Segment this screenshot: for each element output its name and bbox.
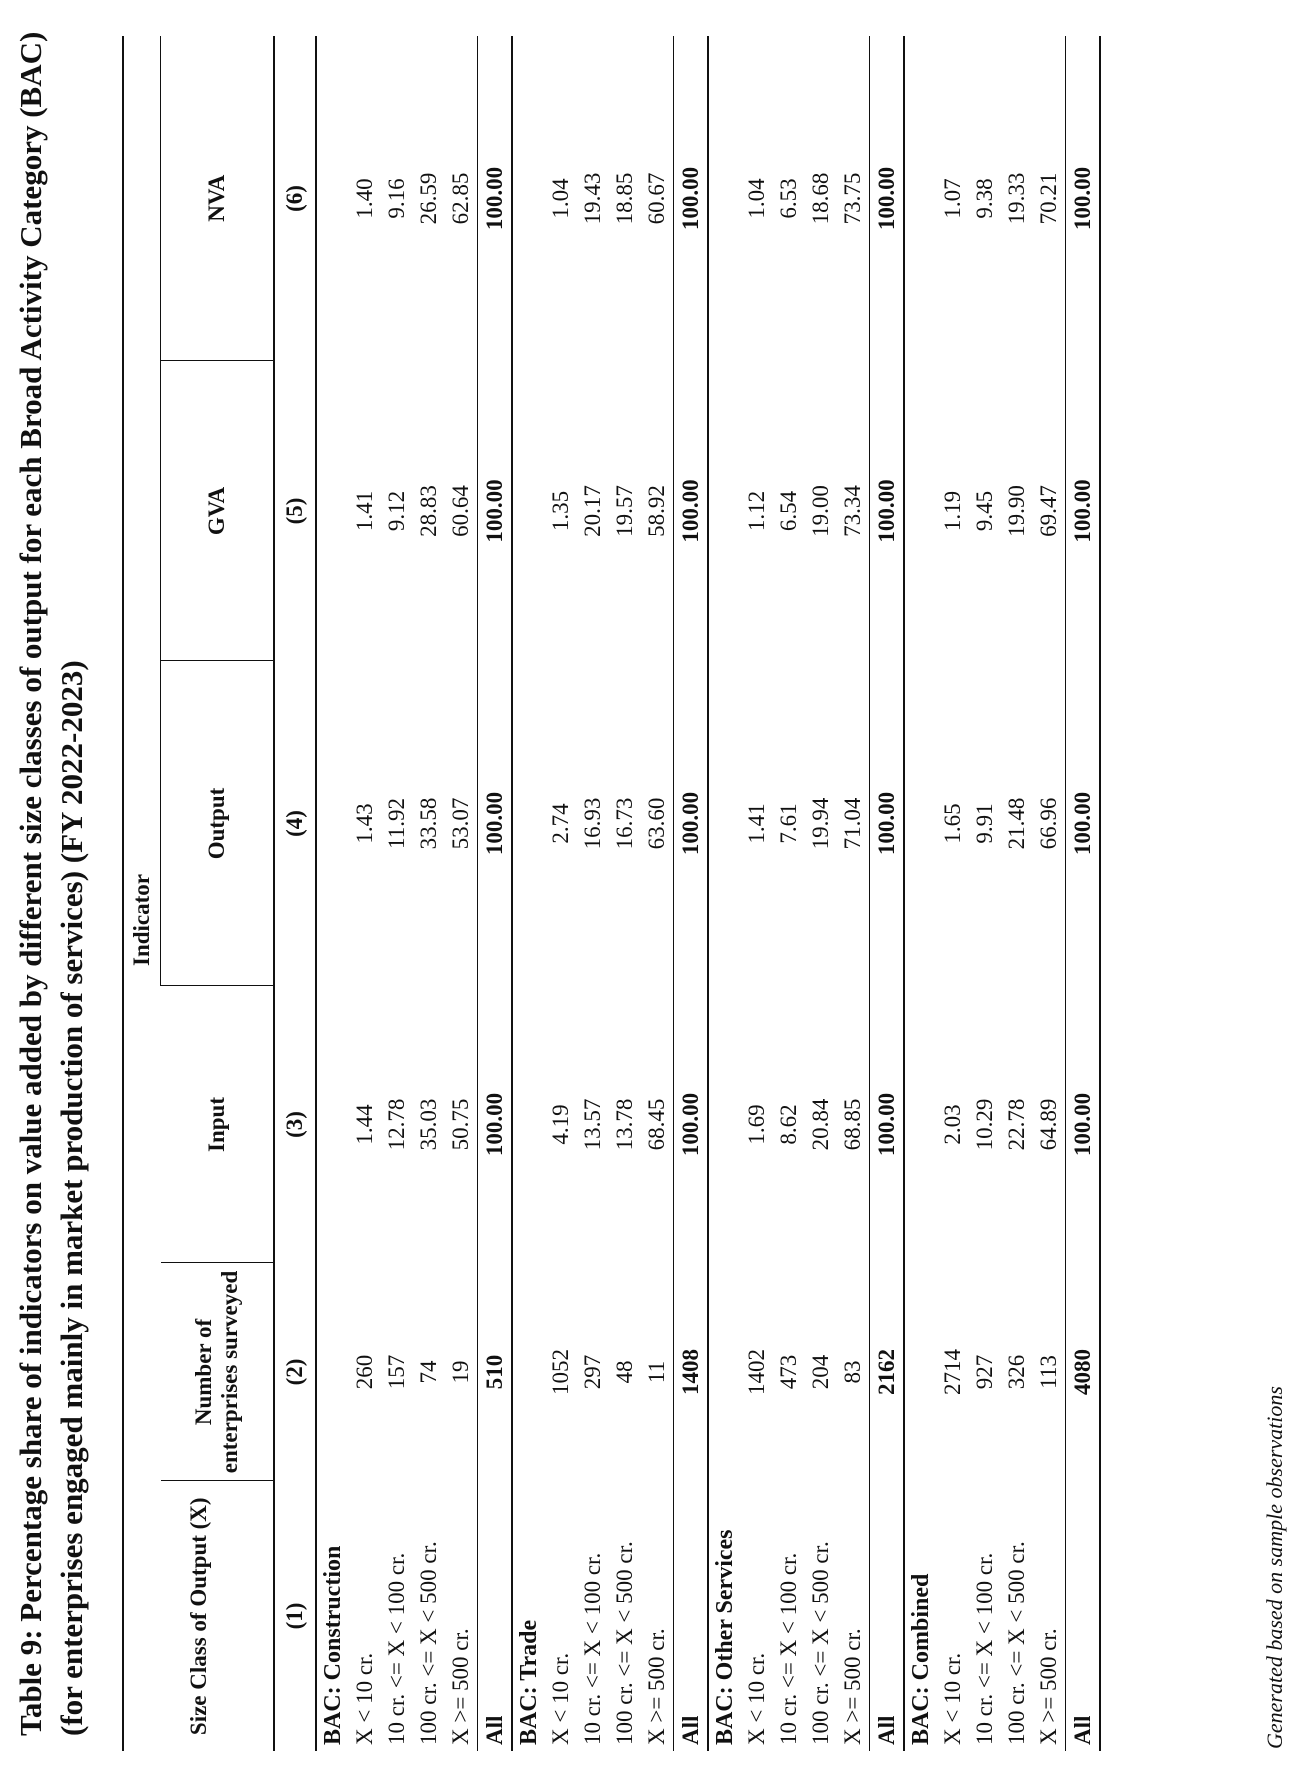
gva-cell: 19.90 (1004, 485, 1029, 537)
table-row (1033, 36, 1066, 1751)
size-class-cell: X < 10 cr. (940, 1652, 965, 1745)
nva-cell: 100.00 (674, 36, 709, 361)
table-title: Table 9: Percentage share of indicators on value added by different size classes of output for each Broad Activity Category (BAC) (for enterprises engaged mainly in market production of services) (FY 2022-2023) (13, 31, 89, 1736)
enterprises-cell: 11 (644, 1360, 669, 1384)
table-row (413, 36, 445, 1751)
enterprises-cell: 74 (416, 1360, 441, 1384)
output-cell: 16.93 (580, 797, 605, 850)
header-input: Input (161, 986, 275, 1263)
output-cell: 2.74 (548, 803, 573, 844)
input-cell: 100.00 (1066, 986, 1101, 1263)
header-output: Output (161, 661, 275, 986)
size-class-cell: X >= 500 cr. (1036, 1628, 1061, 1745)
nva-cell: 1.04 (548, 178, 573, 219)
group-name: BAC: Construction (319, 1545, 346, 1745)
gva-cell: 100.00 (1066, 361, 1101, 661)
input-cell: 100.00 (478, 986, 513, 1263)
gva-cell: 19.00 (808, 485, 833, 537)
enterprises-cell: 510 (478, 1263, 513, 1481)
table-row (805, 36, 837, 1751)
col-number: (4) (274, 661, 316, 986)
size-class-cell: 10 cr. <= X < 100 cr. (580, 1552, 605, 1745)
table-row (937, 36, 969, 1751)
header-enterprises: Number of enterprises surveyed (161, 1263, 275, 1481)
col-number: (2) (274, 1263, 316, 1481)
nva-cell: 100.00 (478, 36, 513, 361)
size-class-cell: X < 10 cr. (352, 1652, 377, 1745)
table-row (1001, 36, 1033, 1751)
gva-cell: 60.64 (448, 485, 473, 537)
group-name: BAC: Other Services (708, 36, 741, 1751)
enterprises-cell: 927 (972, 1354, 997, 1390)
table-row (381, 36, 413, 1751)
total-row (870, 36, 905, 1751)
total-row (674, 36, 709, 1751)
gva-cell: 73.34 (840, 485, 865, 537)
input-cell: 35.03 (416, 1098, 441, 1151)
output-cell: 100.00 (674, 661, 709, 986)
enterprises-cell: 157 (384, 1354, 409, 1390)
enterprises-cell: 113 (1036, 1355, 1061, 1389)
gva-cell: 100.00 (674, 361, 709, 661)
gva-cell: 20.17 (580, 485, 605, 537)
input-cell: 20.84 (808, 1098, 833, 1151)
table-row (349, 36, 381, 1751)
output-cell: 1.43 (352, 803, 377, 844)
input-cell: 100.00 (674, 986, 709, 1263)
nva-cell: 18.85 (612, 172, 637, 225)
input-cell: 64.89 (1036, 1098, 1061, 1151)
input-cell: 13.57 (580, 1098, 605, 1151)
nva-cell: 9.16 (384, 178, 409, 219)
size-class-cell: X < 10 cr. (548, 1652, 573, 1745)
header-gva: GVA (161, 361, 275, 661)
output-cell: 7.61 (776, 803, 801, 844)
table-row (641, 36, 674, 1751)
gva-cell: 1.19 (940, 490, 965, 532)
output-cell: 63.60 (644, 797, 669, 850)
size-class-cell: X >= 500 cr. (448, 1628, 473, 1745)
col-number: (3) (274, 986, 316, 1263)
output-cell: 16.73 (612, 797, 637, 850)
col-number: (1) (274, 1481, 316, 1751)
gva-cell: 9.12 (384, 490, 409, 532)
enterprises-cell: 473 (776, 1354, 801, 1390)
gva-cell: 9.45 (972, 490, 997, 532)
group-header-row (904, 36, 937, 1751)
enterprises-cell: 1052 (548, 1349, 573, 1395)
output-cell: 19.94 (808, 797, 833, 850)
size-class-cell: 10 cr. <= X < 100 cr. (776, 1552, 801, 1745)
size-class-cell: 100 cr. <= X < 500 cr. (416, 1541, 441, 1745)
footnote: Generated based on sample observations (1262, 1386, 1287, 1749)
input-cell: 4.19 (548, 1104, 573, 1145)
group-name: BAC: Combined (904, 36, 937, 1751)
enterprises-cell: 2162 (870, 1263, 905, 1481)
nva-cell: 18.68 (808, 172, 833, 225)
table-row (773, 36, 805, 1751)
table-row (577, 36, 609, 1751)
output-cell: 100.00 (1066, 661, 1101, 986)
table-body (316, 36, 1100, 1751)
output-cell: 1.65 (940, 803, 965, 844)
size-class-cell: 10 cr. <= X < 100 cr. (384, 1552, 409, 1745)
header-size-class: Size Class of Output (X) (123, 1481, 274, 1751)
output-cell: 100.00 (478, 661, 513, 986)
input-cell: 2.03 (940, 1104, 965, 1145)
nva-cell: 1.07 (940, 178, 965, 219)
enterprises-cell: 204 (808, 1354, 833, 1390)
group-name: BAC: Trade (512, 36, 545, 1751)
header-indicator: Indicator (123, 36, 161, 986)
gva-cell: 69.47 (1036, 485, 1061, 537)
total-label: All (870, 1481, 905, 1751)
enterprises-cell: 326 (1004, 1354, 1029, 1390)
output-cell: 21.48 (1004, 797, 1029, 850)
size-class-cell: 100 cr. <= X < 500 cr. (1004, 1541, 1029, 1745)
nva-cell: 100.00 (870, 36, 905, 361)
table-row (741, 36, 773, 1751)
nva-cell: 73.75 (840, 172, 865, 225)
table-row (609, 36, 641, 1751)
nva-cell: 62.85 (448, 172, 473, 225)
nva-cell: 60.67 (644, 172, 669, 225)
input-cell: 100.00 (870, 986, 905, 1263)
size-class-cell: X >= 500 cr. (840, 1628, 865, 1745)
enterprises-cell: 1402 (744, 1349, 769, 1395)
input-cell: 10.29 (972, 1098, 997, 1151)
size-class-cell: X >= 500 cr. (644, 1628, 669, 1745)
size-class-cell: X < 10 cr. (744, 1652, 769, 1745)
output-cell: 1.41 (744, 803, 769, 844)
output-cell: 66.96 (1036, 797, 1061, 850)
input-cell: 68.85 (840, 1098, 865, 1151)
input-cell: 13.78 (612, 1098, 637, 1151)
gva-cell: 19.57 (612, 485, 637, 537)
input-cell: 12.78 (384, 1098, 409, 1151)
output-cell: 11.92 (384, 798, 409, 849)
nva-cell: 100.00 (1066, 36, 1101, 361)
group-header-row (708, 36, 741, 1751)
nva-cell: 70.21 (1036, 172, 1061, 225)
input-cell: 68.45 (644, 1098, 669, 1151)
enterprises-cell: 297 (580, 1354, 605, 1390)
group-header-row (316, 36, 349, 1751)
enterprises-cell: 2714 (940, 1349, 965, 1395)
gva-cell: 58.92 (644, 485, 669, 537)
table-row (545, 36, 577, 1751)
table-row (445, 36, 478, 1751)
input-cell: 8.62 (776, 1104, 801, 1145)
nva-cell: 6.53 (776, 178, 801, 219)
gva-cell: 28.83 (416, 485, 441, 537)
gva-cell: 100.00 (870, 361, 905, 661)
group-header-row (512, 36, 545, 1751)
gva-cell: 100.00 (478, 361, 513, 661)
enterprises-cell: 83 (840, 1360, 865, 1384)
input-cell: 22.78 (1004, 1098, 1029, 1151)
gva-cell: 1.12 (744, 490, 769, 532)
nva-cell: 1.40 (352, 178, 377, 219)
total-label: All (1066, 1481, 1101, 1751)
total-label: All (674, 1481, 709, 1751)
input-cell: 50.75 (448, 1098, 473, 1151)
header-nva: NVA (161, 36, 275, 361)
output-cell: 53.07 (448, 797, 473, 850)
total-label: All (478, 1481, 513, 1751)
nva-cell: 1.04 (744, 178, 769, 219)
gva-cell: 1.35 (548, 490, 573, 532)
output-cell: 9.91 (972, 803, 997, 844)
nva-cell: 26.59 (416, 172, 441, 225)
input-cell: 1.44 (352, 1104, 377, 1145)
enterprises-cell: 260 (352, 1354, 377, 1390)
col-number: (5) (274, 361, 316, 661)
table-row (837, 36, 870, 1751)
output-cell: 71.04 (840, 797, 865, 850)
size-class-cell: 10 cr. <= X < 100 cr. (972, 1552, 997, 1745)
output-cell: 33.58 (416, 797, 441, 850)
enterprises-cell: 19 (448, 1360, 473, 1384)
gva-cell: 6.54 (776, 490, 801, 532)
enterprises-cell: 48 (612, 1360, 637, 1384)
nva-cell: 9.38 (972, 178, 997, 219)
nva-cell: 19.33 (1004, 172, 1029, 225)
data-table (122, 36, 1101, 1751)
total-row (478, 36, 513, 1751)
size-class-cell: 100 cr. <= X < 500 cr. (808, 1541, 833, 1745)
table-row (969, 36, 1001, 1751)
gva-cell: 1.41 (352, 490, 377, 532)
nva-cell: 19.43 (580, 172, 605, 225)
col-number: (6) (274, 36, 316, 361)
enterprises-cell: 1408 (674, 1263, 709, 1481)
enterprises-cell: 4080 (1066, 1263, 1101, 1481)
size-class-cell: 100 cr. <= X < 500 cr. (612, 1541, 637, 1745)
input-cell: 1.69 (744, 1104, 769, 1145)
total-row (1066, 36, 1101, 1751)
output-cell: 100.00 (870, 661, 905, 986)
